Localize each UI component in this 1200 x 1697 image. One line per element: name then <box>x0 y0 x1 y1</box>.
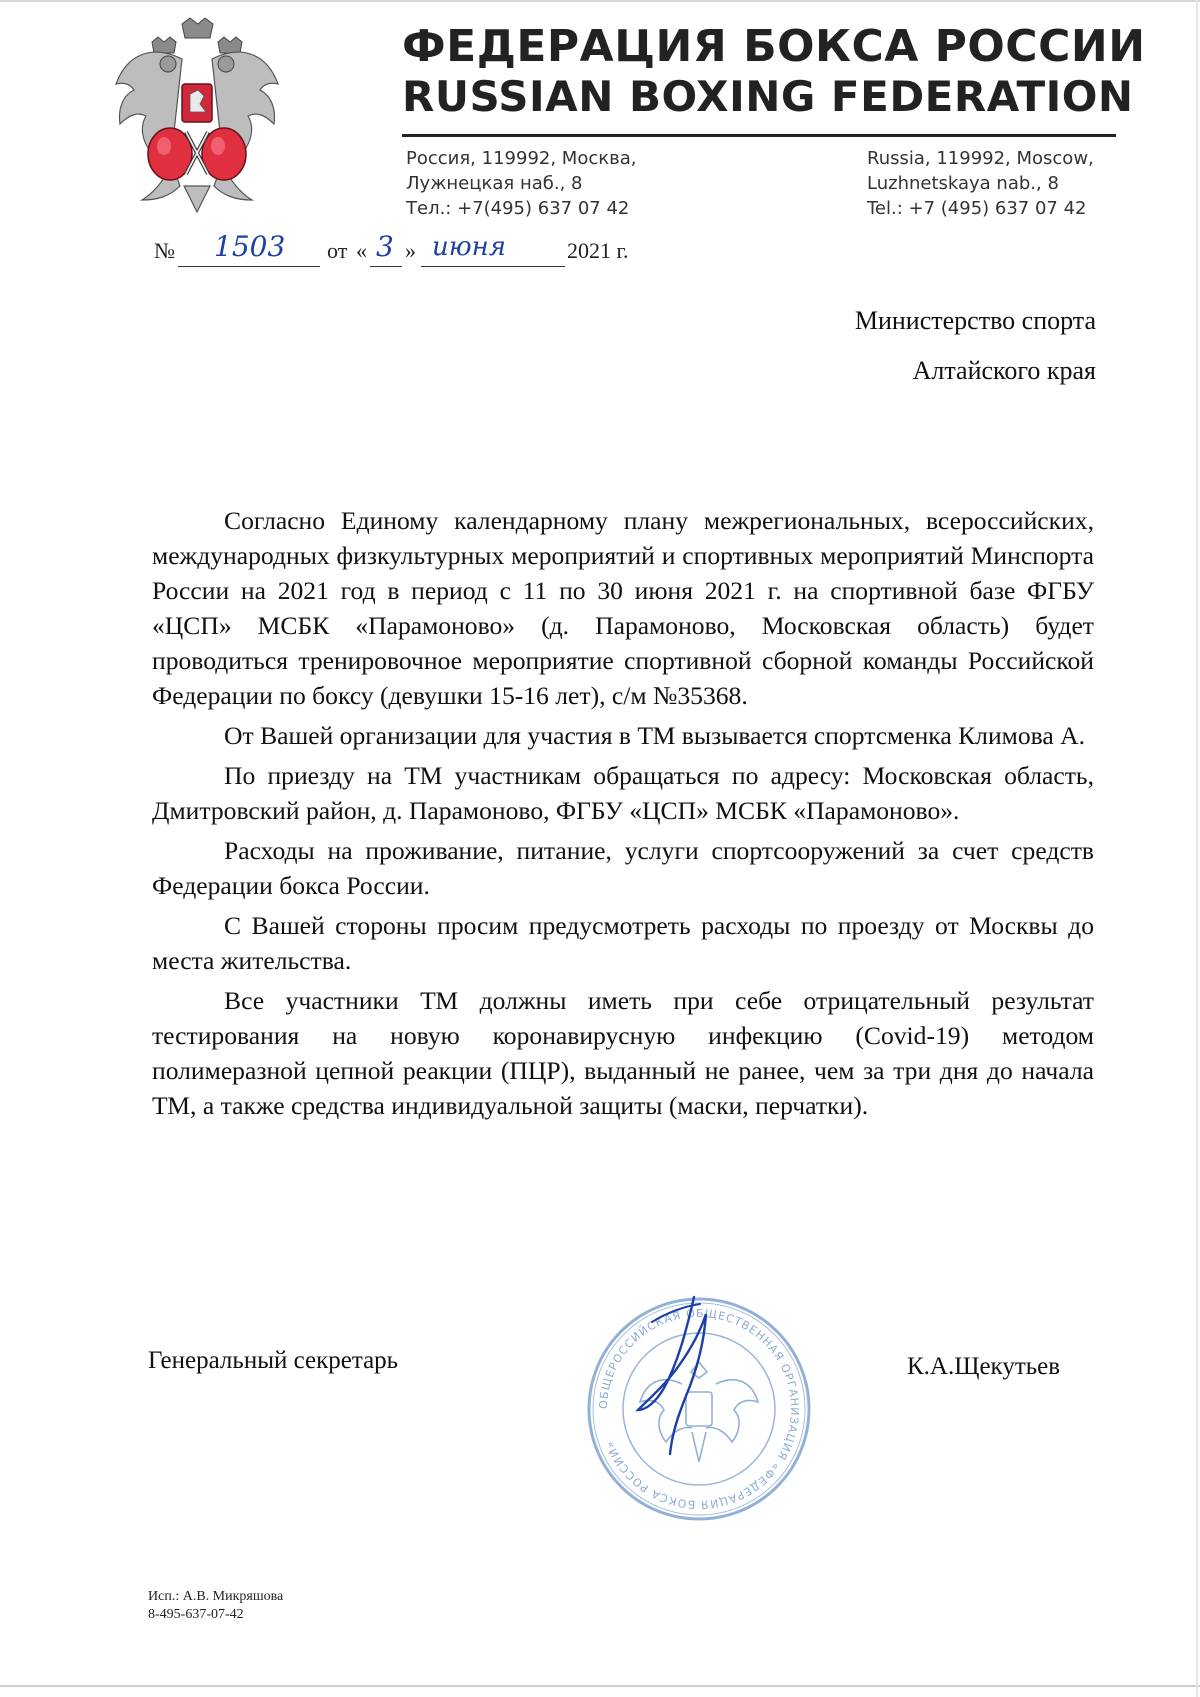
executor-info <box>148 1588 283 1624</box>
address-ru <box>406 146 636 221</box>
executor-name: Исп.: А.В. Микряшова <box>148 1589 284 1604</box>
executor-phone: 8-495-637-07-42 <box>148 1607 244 1622</box>
registration-year: 2021 г. <box>567 238 629 263</box>
from-label: от <box>327 238 348 263</box>
title-divider <box>402 134 1116 137</box>
svg-text:ОБЩЕРОССИЙСКАЯ ОБЩЕСТВЕННАЯ ОР <box>597 1307 801 1511</box>
address-en <box>867 146 1094 221</box>
address-en-line: Russia, 119992, Moscow, <box>867 148 1094 169</box>
scan-edge-top <box>0 0 1200 2</box>
federation-title <box>402 22 1146 122</box>
day-close-quote: » <box>405 238 416 263</box>
body-paragraph: Согласно Единому календарному плану межрегиональных, всероссийских, международных физкультурных мероприятий и спортивных мероприятий Минспорта России на 2021 год в период с 11 по 30 июня 2021 г. на спортивной базе ФГБУ «ЦСП» МСБК «Парамоново» (д. Парамоново, Московская область) будет проводиться тренировочное мероприятие спортивной сборной команды Российской Федерации по боксу (девушки 15-16 лет), с/м №35368. <box>152 506 1094 710</box>
official-seal-stamp <box>582 1292 816 1526</box>
scan-edge-right <box>1196 0 1198 1697</box>
address-ru-line: Тел.: +7(495) 637 07 42 <box>406 198 630 219</box>
federation-name-ru: ФЕДЕРАЦИЯ БОКСА РОССИИ <box>402 21 1146 72</box>
address-ru-line: Россия, 119992, Москва, <box>406 148 637 169</box>
letter-body <box>152 503 1094 1128</box>
registration-number: 1503 <box>214 230 286 263</box>
federation-name-en: RUSSIAN BOXING FEDERATION <box>402 72 1134 121</box>
seal-text: ОБЩЕРОССИЙСКАЯ ОБЩЕСТВЕННАЯ ОРГАНИЗАЦИЯ «ФЕДЕРАЦИЯ БОКСА РОССИИ» <box>596 1306 802 1512</box>
body-paragraph: По приезду на ТМ участникам обращаться по адресу: Московская область, Дмитровский район, д. Парамоново, ФГБУ «ЦСП» МСБК «Парамоново». <box>152 761 1094 825</box>
scan-edge-bottom <box>0 1685 1200 1687</box>
address-en-line: Tel.: +7 (495) 637 07 42 <box>867 198 1087 219</box>
recipient-line: Министерство спорта <box>854 306 1096 335</box>
recipient-line: Алтайского края <box>912 356 1096 385</box>
federation-emblem-logo <box>112 14 282 214</box>
address-en-line: Luzhnetskaya nab., 8 <box>867 173 1059 194</box>
signatory-position: Генеральный секретарь <box>148 1347 399 1374</box>
signatory-name: К.А.Щекутьев <box>907 1353 1061 1380</box>
recipient-block <box>855 296 1096 396</box>
body-paragraph: Расходы на проживание, питание, услуги спортсооружений за счет средств Федерации бокса России. <box>152 836 1094 900</box>
number-label: № <box>154 238 175 263</box>
day-open-quote: « <box>356 238 367 263</box>
body-paragraph: С Вашей стороны просим предусмотреть расходы по проезду от Москвы до места жительства. <box>152 911 1094 975</box>
body-paragraph: Все участники ТМ должны иметь при себе отрицательный результат тестирования на новую коронавирусную инфекцию (Covid-19) методом полимеразной цепной реакции (ПЦР), выданный не ранее, чем за три дня до начала ТМ, а также средства индивидуальной защиты (маски, перчатки). <box>152 986 1094 1120</box>
body-paragraph: От Вашей организации для участия в ТМ вызывается спортсменка Климова А. <box>224 721 1086 750</box>
registration-month: июня <box>432 232 506 262</box>
registration-day: 3 <box>376 230 394 263</box>
address-ru-line: Лужнецкая наб., 8 <box>406 173 583 194</box>
